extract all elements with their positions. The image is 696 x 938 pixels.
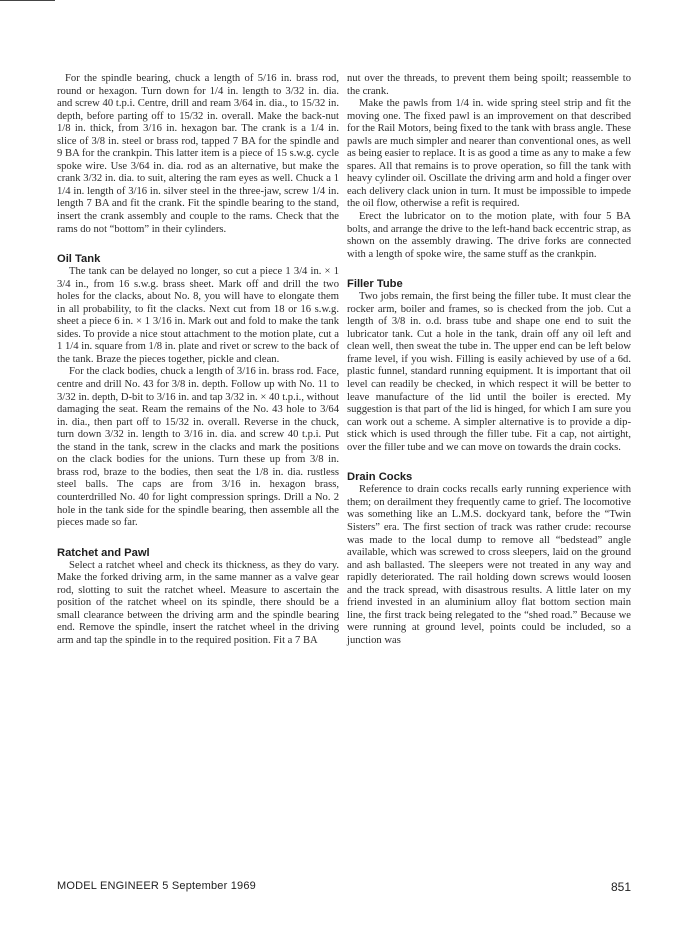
intro-paragraph: For the spindle bearing, chuck a length of 5/16 in. brass rod, round or hexagon. Turn down for 1/4 in. length to 3/32 in. dia. and screw 40 t.p.i. Centre, drill and ream 3/64 in. dia., to 15/32 in. depth, before parting off to 15/32 in. overall. Make the back-nut 1/8 in. thick, from 3/16 in. hexagon bar. The crank is a 1/4 in. slice of 3/8 in. steel or brass rod, tapped 7 BA for the spindle and 9 BA for the crankpin. This latter item is a piece of 15 s.w.g. cycle spoke wire. Use 3/64 in. dia. rod as an alternative, but make the crank 3/32 in. dia. to suit, altering the ram eyes as well. Chuck a 1 1/4 in. length of 3/16 in. silver steel in the three-jaw, screw 1/4 in. length 7 BA and fit the crank. Fit the spindle bearing to the stand, insert the crank assembly and couple to the rams. Check that the rams do not “bottom” in their cylinders. [57,73,339,235]
filler-tube-heading: Filler Tube [347,278,403,291]
right-column [347,73,631,647]
drain-cocks-heading: Drain Cocks [347,471,413,484]
oil-tank-heading: Oil Tank [57,253,101,266]
lubricator-paragraph: Erect the lubricator on to the motion plate, with four 5 BA bolts, and arrange the drive to the left-hand back eccentric strap, as shown on the assembly drawing. The drive forks are connected with a length of spoke wire, the same stuff as the crankpin. [347,211,631,260]
continued-paragraph: nut over the threads, to prevent them being spoilt; reassemble to the crank. [347,73,631,97]
left-column [57,73,339,647]
oil-tank-paragraph-1: The tank can be delayed no longer, so cut a piece 1 3/4 in. × 1 3/4 in., from 16 s.w.g. brass sheet. Mark off and drill the two holes for the clacks, about No. 8, you will have to elongate them in all probability, to fit the clacks. Next cut from 18 or 16 s.w.g. sheet a piece 6 in. × 1 3/16 in. Mark out and fold to make the tank sides. To provide a nice stout attachment to the motion plate, cut a 1 1/4 in. square from 1/8 in. plate and rivet or screw to the back of the tank. Braze the pieces together, pickle and clean. [57,266,339,365]
page-number: 851 [610,880,631,894]
ratchet-paragraph-1: Select a ratchet wheel and check its thickness, as they do vary. Make the forked driving arm, in the same manner as a valve gear rod, slotting to suit the ratchet wheel. Measure to ascertain the position of the ratchet wheel on its spindle, there should be a small clearance between the driving arm and the spindle bearing end. Remove the spindle, insert the ratchet wheel in the driving arm and tap the spindle in to the required position. Fit a 7 BA [57,559,339,646]
magazine-issue: MODEL ENGINEER 5 September 1969 [57,880,256,892]
drain-cocks-paragraph: Reference to drain cocks recalls early running experience with them; on derailment they frequently came to grief. The locomotive was something like an L.M.S. dockyard tank, before the “Twin Sisters” era. The first section of track was rather crude: recourse was made to the local dump to remove all “bedstead” angle available, which was screwed to cross sleepers, laid on the ground and ash ballasted. The sleepers were not treated in any way and rapidly deteriorated. The rail holding down screws would loosen and the track spread, with disastrous results. A little later on my friend invested in an aluminium alloy flat bottom section main line, the first track being relegated to the “shed road.” Because we were running at ground level, points could be included, so a junction was [347,484,631,646]
filler-tube-paragraph: Two jobs remain, the first being the filler tube. It must clear the rocker arm, boiler and frames, so is checked from the job. Cut a length of 3/8 in. o.d. brass tube and shape one end to suit the lubricator tank. Cut a hole in the tank, drain off any oil left and clean well, then sweat the tube in. The upper end can be left below frame level, if you wish. Filling is easily achieved by use of a 6d. plastic funnel, standard running equipment. It is important that oil level can readily be checked, in which respect it will be better to leave manufacture of the lid until the boiler is erected. My suggestion is that part of the lid is hinged, for which I am sure you can work out a scheme. A simpler alternative is to provide a dip-stick which is used through the filler tube. Fit a cap, not airtight, over the filler tube and we can move on towards the drain cocks. [347,291,631,453]
ratchet-heading: Ratchet and Pawl [57,546,150,559]
oil-tank-paragraph-2: For the clack bodies, chuck a length of 3/16 in. brass rod. Face, centre and drill No. 43 for 3/8 in. depth. Follow up with No. 11 to 3/32 in. depth, D-bit to 3/16 in. and tap 3/32 in. × 40 t.p.i., without damaging the seat. Ream the remains of the No. 43 hole to 3/64 in. dia., then part off to 15/32 in. overall. Reverse in the chuck, turn down 3/32 in. length to 3/16 in. dia. and screw 40 t.p.i. Put the stand in the tank, screw in the clacks and mark the positions on the clack bodies for the unions. Turn these up from 3/8 in. brass rod, braze to the bodies, then seat the 1/8 in. dia. rustless steel balls. The caps are from 3/16 in. hexagon brass, counterdrilled No. 40 for light compression springs. Drill a No. 2 hole in the tank side for the spindle bearing, then assemble all the pieces made so far. [57,366,339,529]
page-edge-mark [0,0,55,1]
pawls-paragraph: Make the pawls from 1/4 in. wide spring steel strip and fit the moving one. The fixed pawl is an improvement on that described for the Rail Motors, being fixed to the tank with brass angle. These pawls are much simpler and nearer than conventional ones, as well as being easier to replace. It is as good a time as any to make a few spares. All that remains is to prove operation, so fill the tank with heavy cylinder oil. Oscillate the driving arm and hold a finger over each delivery clack union in turn. It must be impossible to impede the oil flow, otherwise a refit is required. [347,98,632,210]
page-footer [57,880,631,896]
